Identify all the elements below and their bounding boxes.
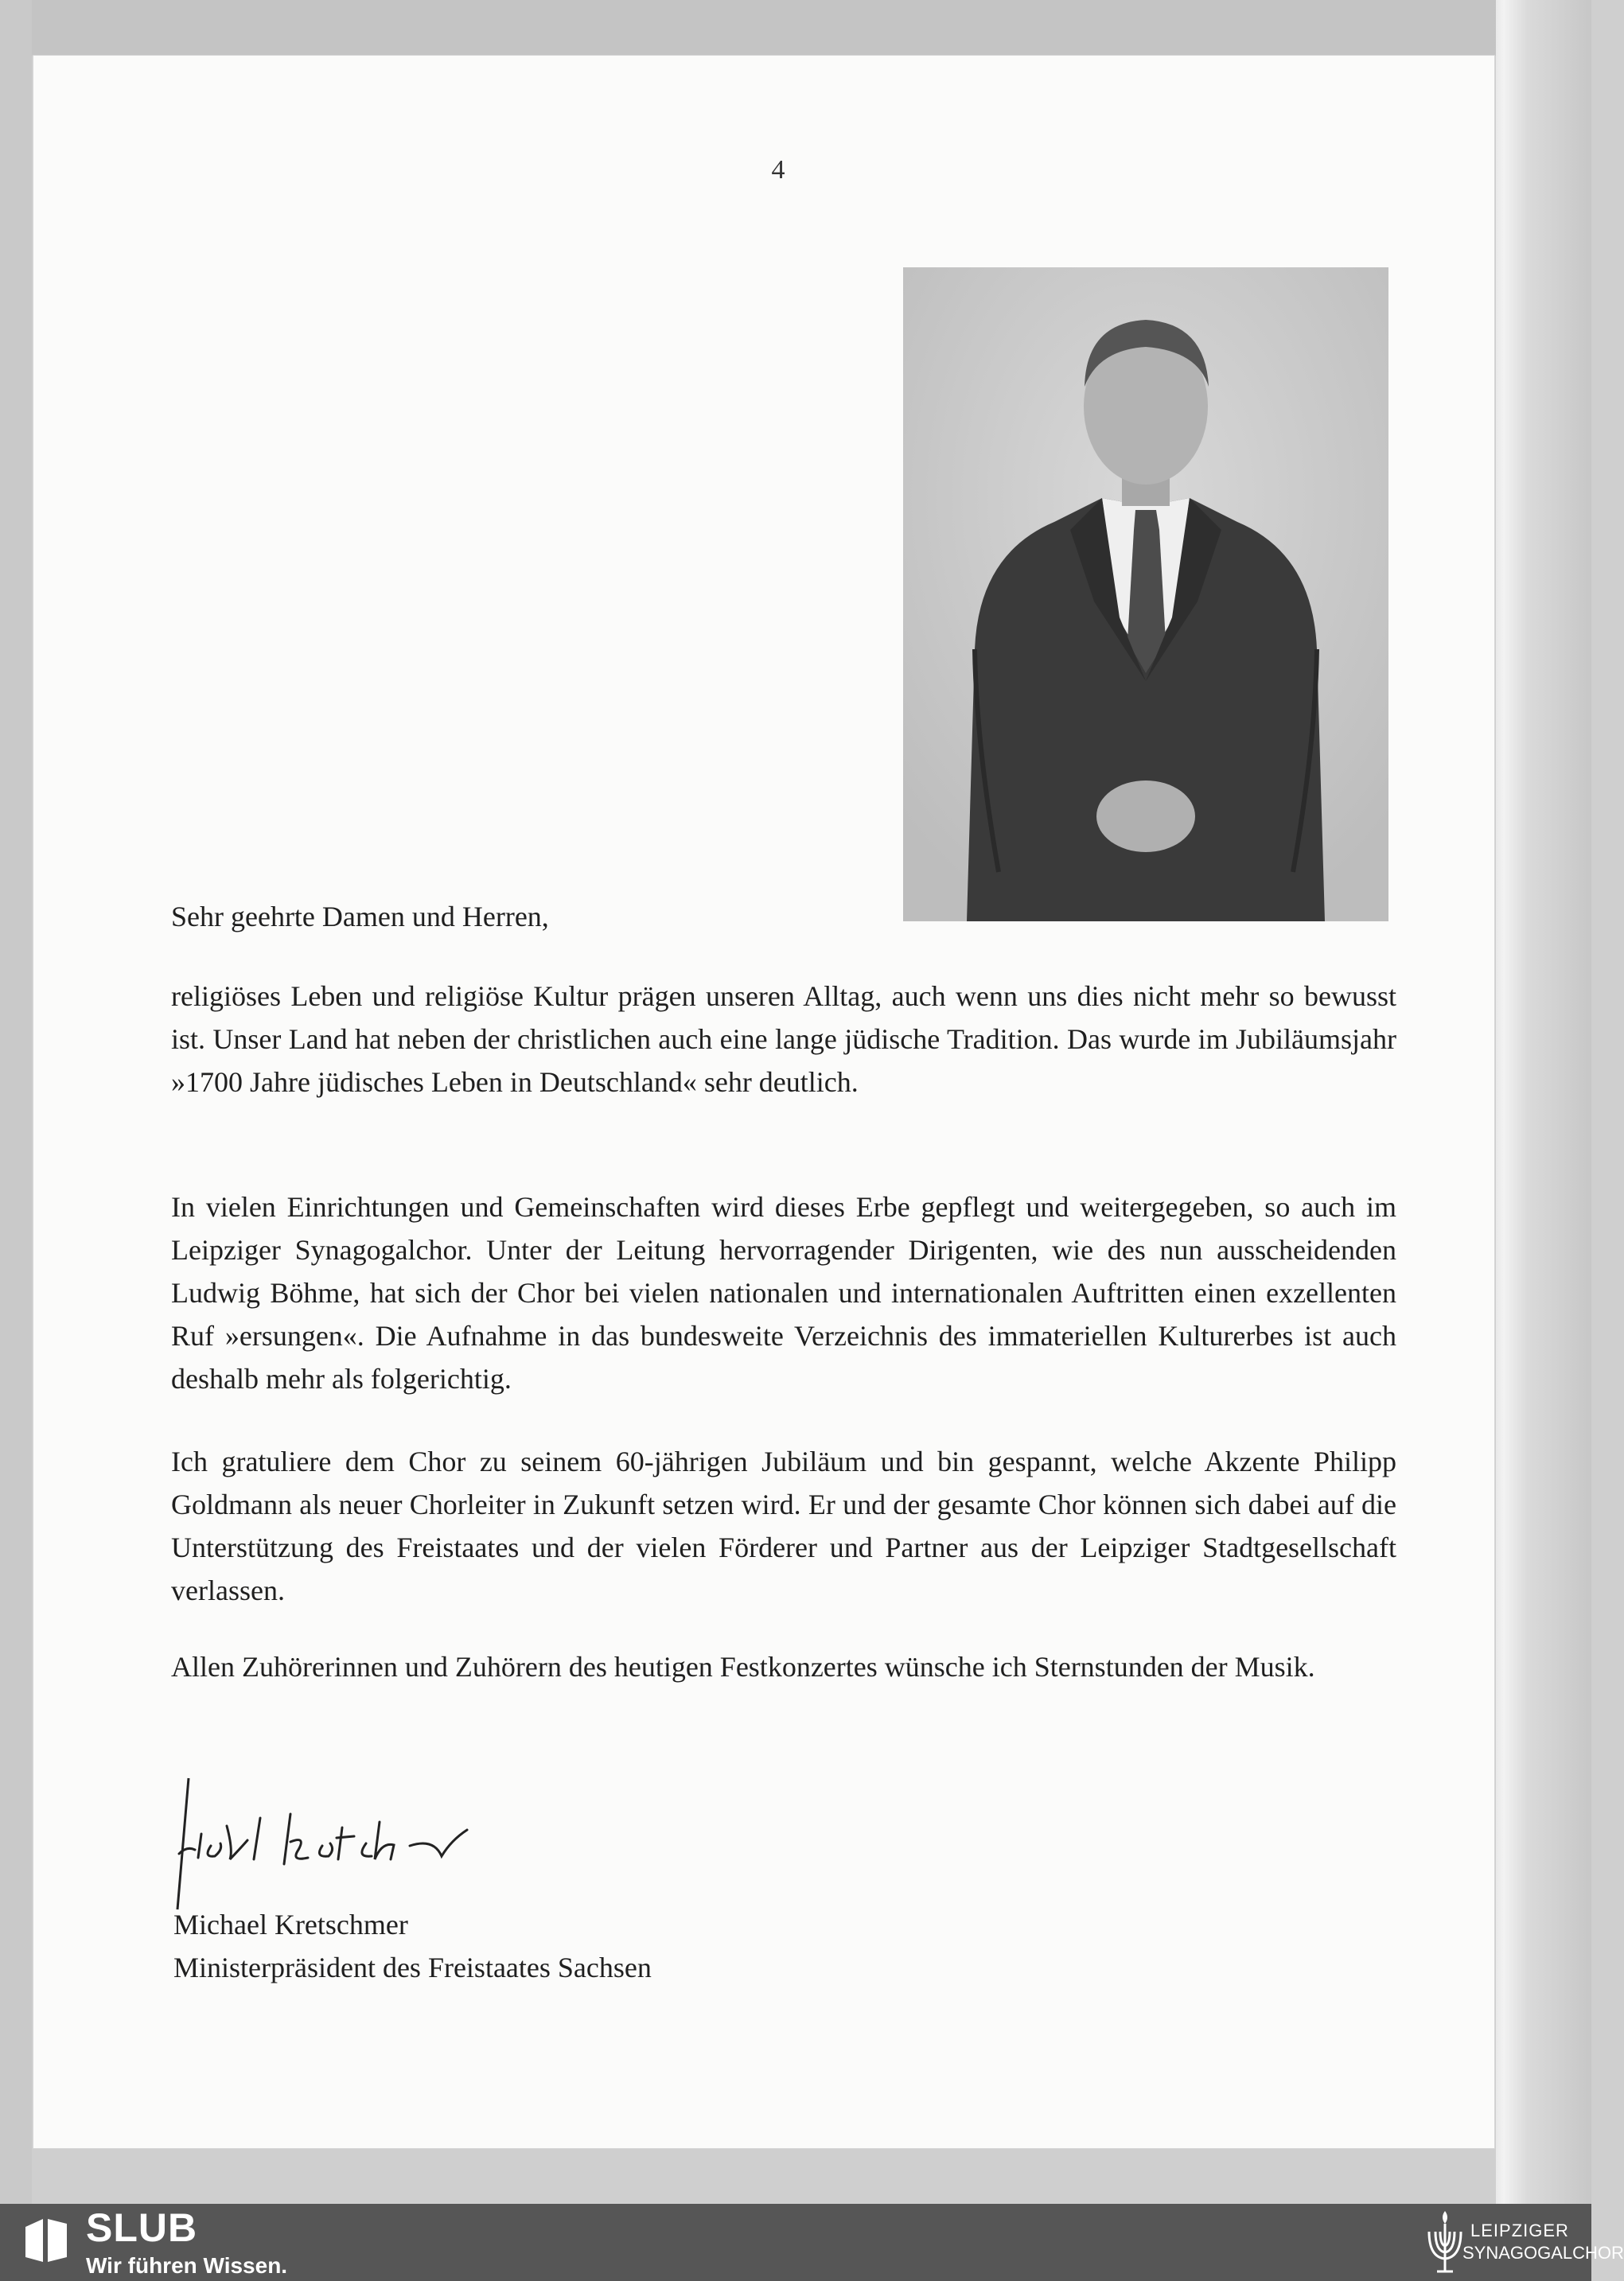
signer-title: Ministerpräsident des Freistaates Sachsen (173, 1952, 652, 1983)
choir-name-line-2: SYNAGOGALCHOR (1462, 2243, 1624, 2263)
signer-name: Michael Kretschmer (173, 1909, 408, 1940)
letter-paragraph-4: Allen Zuhörerinnen und Zuhörern des heutigen Festkonzertes wünsche ich Sternstunden der Musik. (171, 1651, 1315, 1683)
slub-name[interactable]: SLUB (86, 2205, 198, 2250)
letter-paragraph-3: Ich gratuliere dem Chor zu seinem 60-jährigen Jubiläum und bin gespannt, welche Akzente Philipp Goldmann als neuer Chorleiter in Zukunft setzen wird. Er und der gesamte Chor können sich dabei auf die Unterstützung des Freistaates und der vielen Förderer und Partner aus der Leipziger Stadtgesellschaft verlassen. (171, 1446, 1396, 1606)
handwritten-signature (171, 1770, 569, 1913)
slub-logo-icon (22, 2216, 70, 2265)
menorah-logo-icon (1424, 2208, 1466, 2275)
portrait-photo (903, 267, 1388, 921)
scan-background-top (0, 0, 1591, 56)
scan-background-left (0, 0, 32, 2204)
letter-paragraph-2: In vielen Einrichtungen und Gemeinschaften wird dieses Erbe gepflegt und weitergegeben, so auch im Leipziger Synagogalchor. Unter der Leitung hervorragender Dirigenten, wie des nun ausscheidenden Ludwig Böhme, hat sich der Chor bei vielen nationalen und internationalen Auftritten einen exzellenten Ruf »ersungen«. Die Aufnahme in das bundesweite Verzeichnis des immateriellen Kulturerbes ist auch deshalb mehr als folgerichtig. (171, 1191, 1396, 1395)
choir-name-line-1: LEIPZIGER (1470, 2221, 1569, 2240)
letter-paragraph-1: religiöses Leben und religiöse Kultur prägen unseren Alltag, auch wenn uns dies nicht mehr so bewusst ist. Unser Land hat neben der christlichen auch eine lange jüdische Tradition. Das wurde im Jubiläumsjahr »1700 Jahre jüdisches Leben in Deutschland« sehr deutlich. (171, 980, 1396, 1098)
page-number: 4 (771, 155, 785, 185)
scan-background-right (1496, 0, 1591, 2204)
salutation: Sehr geehrte Damen und Herren, (171, 901, 549, 932)
slub-tagline: Wir führen Wissen. (86, 2253, 288, 2278)
